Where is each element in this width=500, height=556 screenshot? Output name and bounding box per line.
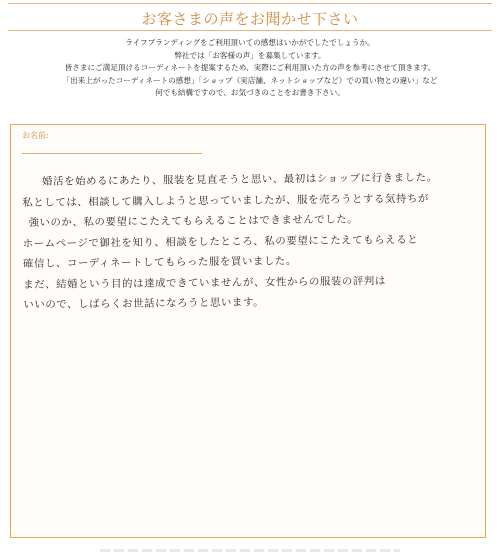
name-field-underline: [22, 153, 202, 154]
name-label: お名前:: [22, 131, 49, 140]
intro-line: 弊社では「お客様の声」を募集しています。: [174, 50, 326, 60]
intro-line: ライフブランディングをご利用頂いての感想はいかがでしたでしょうか。: [125, 38, 375, 47]
footer-faded-text: [100, 549, 400, 552]
comment-line: 婚活を始めるにあたり、服装を見直そうと思い、最初はショップに行きました。: [42, 171, 438, 188]
title-bottom-rule: [8, 30, 492, 31]
intro-line: 皆さまにご満足頂けるコーディネートを提案するため、実際にご利用頂いた方の声を参考にさせて頂きます。: [64, 63, 436, 73]
handwritten-comment: [22, 167, 481, 315]
page-title: お客さまの声をお聞かせ下さい: [141, 10, 359, 28]
comment-line: ホームページで御社を知り、相談をしたところ、私の要望にこたえてもらえると: [22, 233, 419, 250]
intro-line: 「出来上がったコーディネートの感想」「ショップ（実店舗、ネットショップなど）での買い物との違い」など: [62, 75, 438, 85]
comment-line: まだ、結婚という目的は達成できていませんが、女性からの服装の評判は: [23, 274, 386, 291]
comment-line: 確信し、コーディネートしてもらった服を買いました。: [22, 255, 297, 270]
intro-text: [0, 37, 500, 100]
comment-line: 強いのか、私の要望にこたえてもらえることはできませんでした。: [28, 213, 359, 229]
intro-line: 何でも結構ですので、お気づきのことをお書き下さい。: [155, 88, 345, 98]
comment-line: いいので、しばらくお世話になろうと思います。: [23, 296, 265, 311]
title-top-rule: [8, 3, 492, 4]
comment-line: 私としては、相談して購入しようと思っていましたが、服を売ろうとする気持ちが: [22, 192, 430, 209]
